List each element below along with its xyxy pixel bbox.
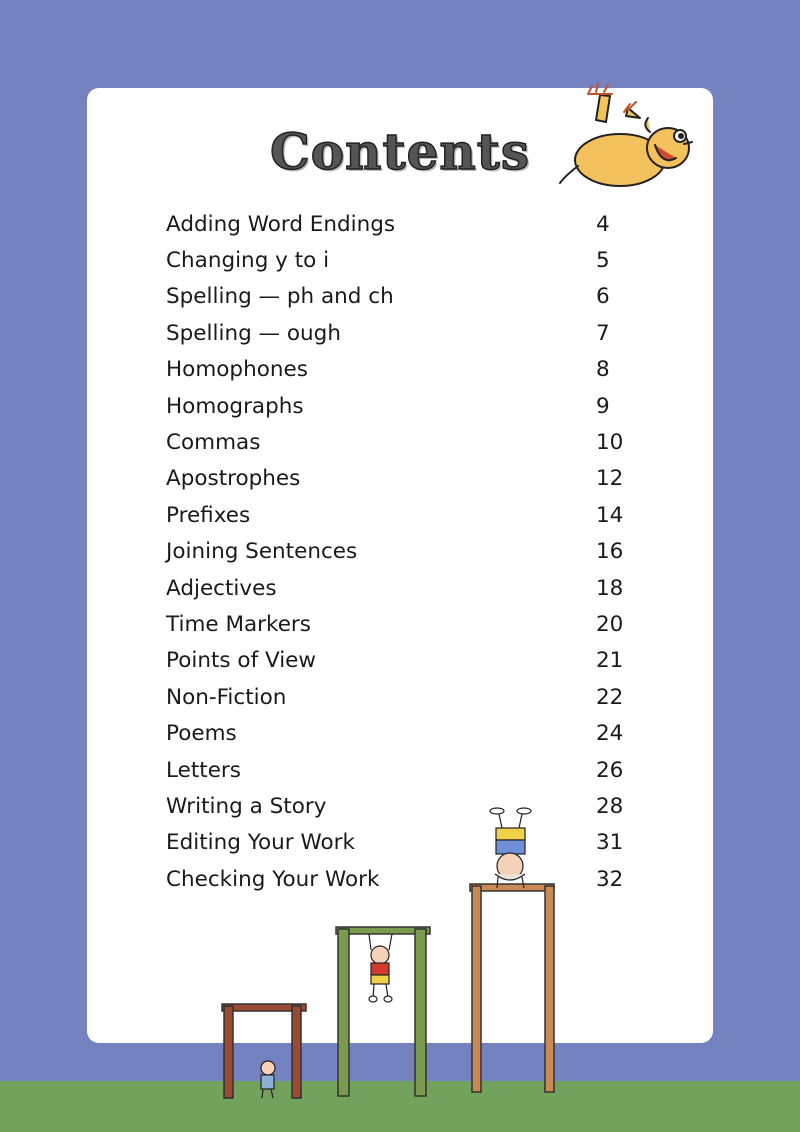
toc-entry-page: 32 (596, 866, 624, 892)
toc-entry-label: Homophones (166, 357, 308, 383)
toc-entry-label: Apostrophes (166, 466, 301, 492)
toc-entry-label: Changing y to i (166, 248, 330, 274)
toc-entry-page: 5 (596, 248, 610, 274)
toc-entry-label: Prefixes (166, 502, 251, 528)
toc-entry-page: 22 (596, 684, 624, 710)
toc-entry-label: Checking Your Work (166, 866, 380, 892)
toc-entry-label: Spelling — ough (166, 320, 341, 346)
toc-entry-page: 10 (596, 430, 624, 456)
toc-entry-page: 28 (596, 793, 624, 819)
toc-entry-page: 16 (596, 539, 624, 565)
toc-entry-page: 18 (596, 575, 624, 601)
toc-entry-label: Time Markers (166, 611, 311, 637)
toc-entry-label: Adding Word Endings (166, 211, 396, 237)
toc-entry-page: 6 (596, 284, 610, 310)
toc-entry-label: Spelling — ph and ch (166, 284, 394, 310)
toc-entry-page: 12 (596, 466, 624, 492)
toc-entry-page: 7 (596, 320, 610, 346)
toc-entry-page: 4 (596, 211, 610, 237)
toc-entry-label: Joining Sentences (166, 539, 358, 565)
toc-entry-label: Points of View (166, 648, 316, 674)
toc-entry-label: Editing Your Work (166, 830, 355, 856)
toc-entry-page: 21 (596, 648, 624, 674)
toc-entry-page: 8 (596, 357, 610, 383)
toc-entry-label: Commas (166, 430, 261, 456)
toc-entry-page: 14 (596, 502, 624, 528)
toc-entry-label: Adjectives (166, 575, 277, 601)
toc-entry-page: 24 (596, 721, 624, 747)
toc-entry-label: Poems (166, 721, 237, 747)
toc-entry-label: Writing a Story (166, 793, 327, 819)
toc-entry-label: Homographs (166, 393, 304, 419)
toc-entry-label: Letters (166, 757, 241, 783)
toc-entry-page: 9 (596, 393, 610, 419)
toc-entry-page: 26 (596, 757, 624, 783)
page-title: Contents (269, 122, 530, 181)
toc-entry-page: 31 (596, 830, 624, 856)
toc-entry-page: 20 (596, 611, 624, 637)
toc-entry-label: Non-Fiction (166, 684, 287, 710)
